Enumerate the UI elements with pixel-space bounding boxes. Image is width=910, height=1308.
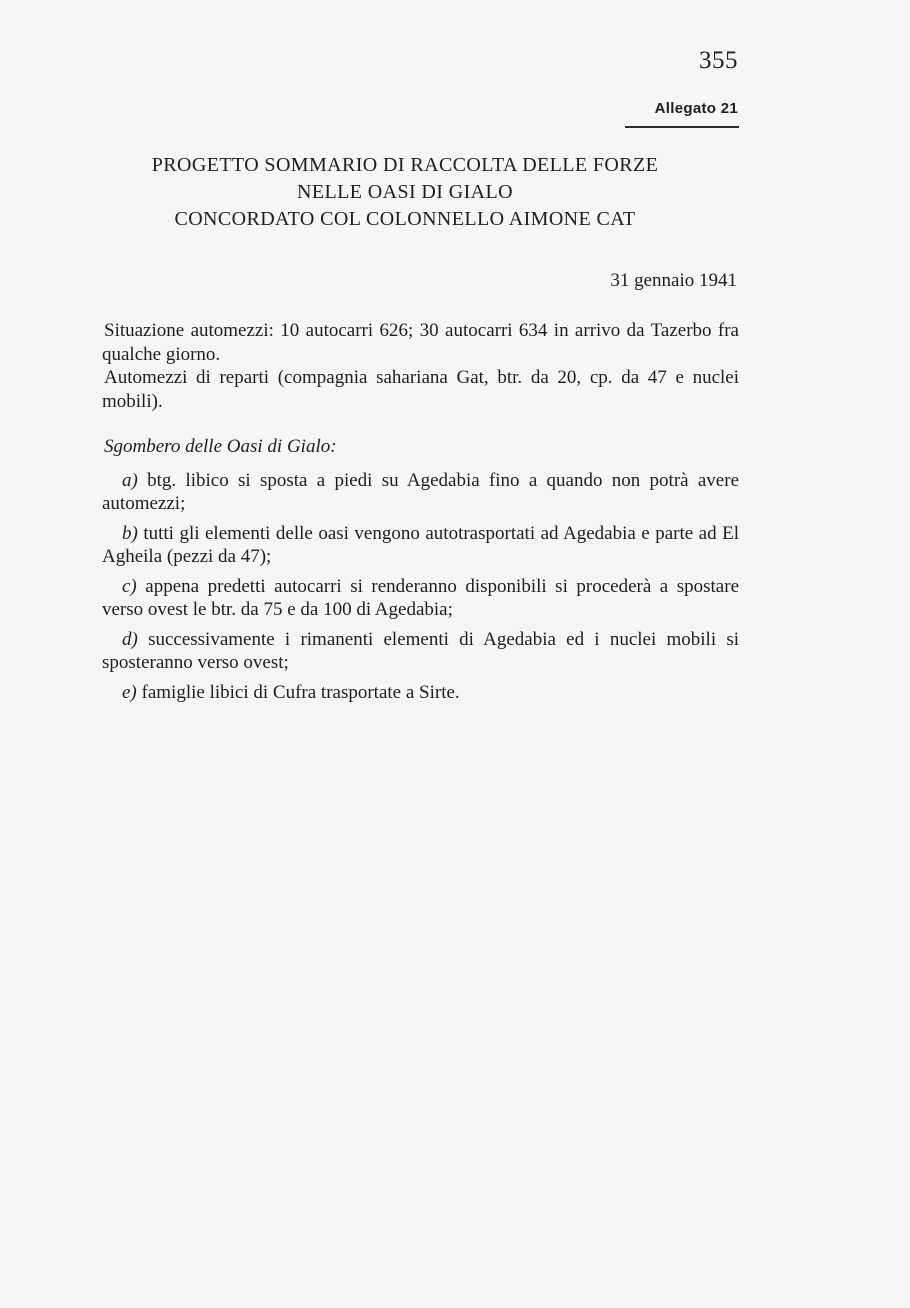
paragraph-vehicles-status: Situazione automezzi: 10 autocarri 626; 30 autocarri 634 in arrivo da Tazerbo fra qualche giorno.	[102, 320, 739, 365]
document-body	[102, 319, 739, 710]
item-letter: c)	[122, 575, 137, 597]
title-line: PROGETTO SOMMARIO DI RACCOLTA DELLE FORZE	[151, 154, 659, 176]
section-title: Sgombero delle Oasi di Gialo:	[104, 436, 337, 457]
item-letter: a)	[122, 469, 138, 491]
list-item	[102, 469, 739, 516]
item-letter: d)	[122, 628, 138, 650]
list-item	[102, 628, 739, 675]
item-text: btg. libico si sposta a piedi su Agedabia fino a quando non potrà avere automezzi;	[102, 469, 740, 514]
annex-underline	[625, 126, 739, 128]
item-text: famiglie libici di Cufra trasportate a Sirte.	[141, 681, 460, 703]
title-line: CONCORDATO COL COLONNELLO AIMONE CAT	[174, 208, 636, 230]
item-text: successivamente i rimanenti elementi di Agedabia ed i nuclei mobili si sposteranno verso ovest;	[102, 628, 740, 673]
title-line: NELLE OASI DI GIALO	[297, 181, 513, 203]
list-item	[102, 681, 739, 705]
document-title	[100, 152, 710, 233]
paragraph-unit-vehicles: Automezzi di reparti (compagnia sahariana Gat, btr. da 20, cp. da 47 e nuclei mobili).	[102, 367, 739, 412]
item-text: tutti gli elementi delle oasi vengono autotrasportati ad Agedabia e parte ad El Agheila (pezzi da 47);	[102, 522, 739, 567]
item-text: appena predetti autocarri si renderanno disponibili si procederà a spostare verso ovest le btr. da 75 e da 100 di Agedabia;	[102, 575, 740, 620]
page-number: 355	[699, 47, 738, 74]
list-item	[102, 575, 739, 622]
annex-label: Allegato 21	[654, 100, 738, 117]
document-date: 31 gennaio 1941	[610, 270, 737, 291]
item-letter: b)	[122, 522, 138, 544]
item-letter: e)	[122, 681, 137, 703]
list-item	[102, 522, 739, 569]
